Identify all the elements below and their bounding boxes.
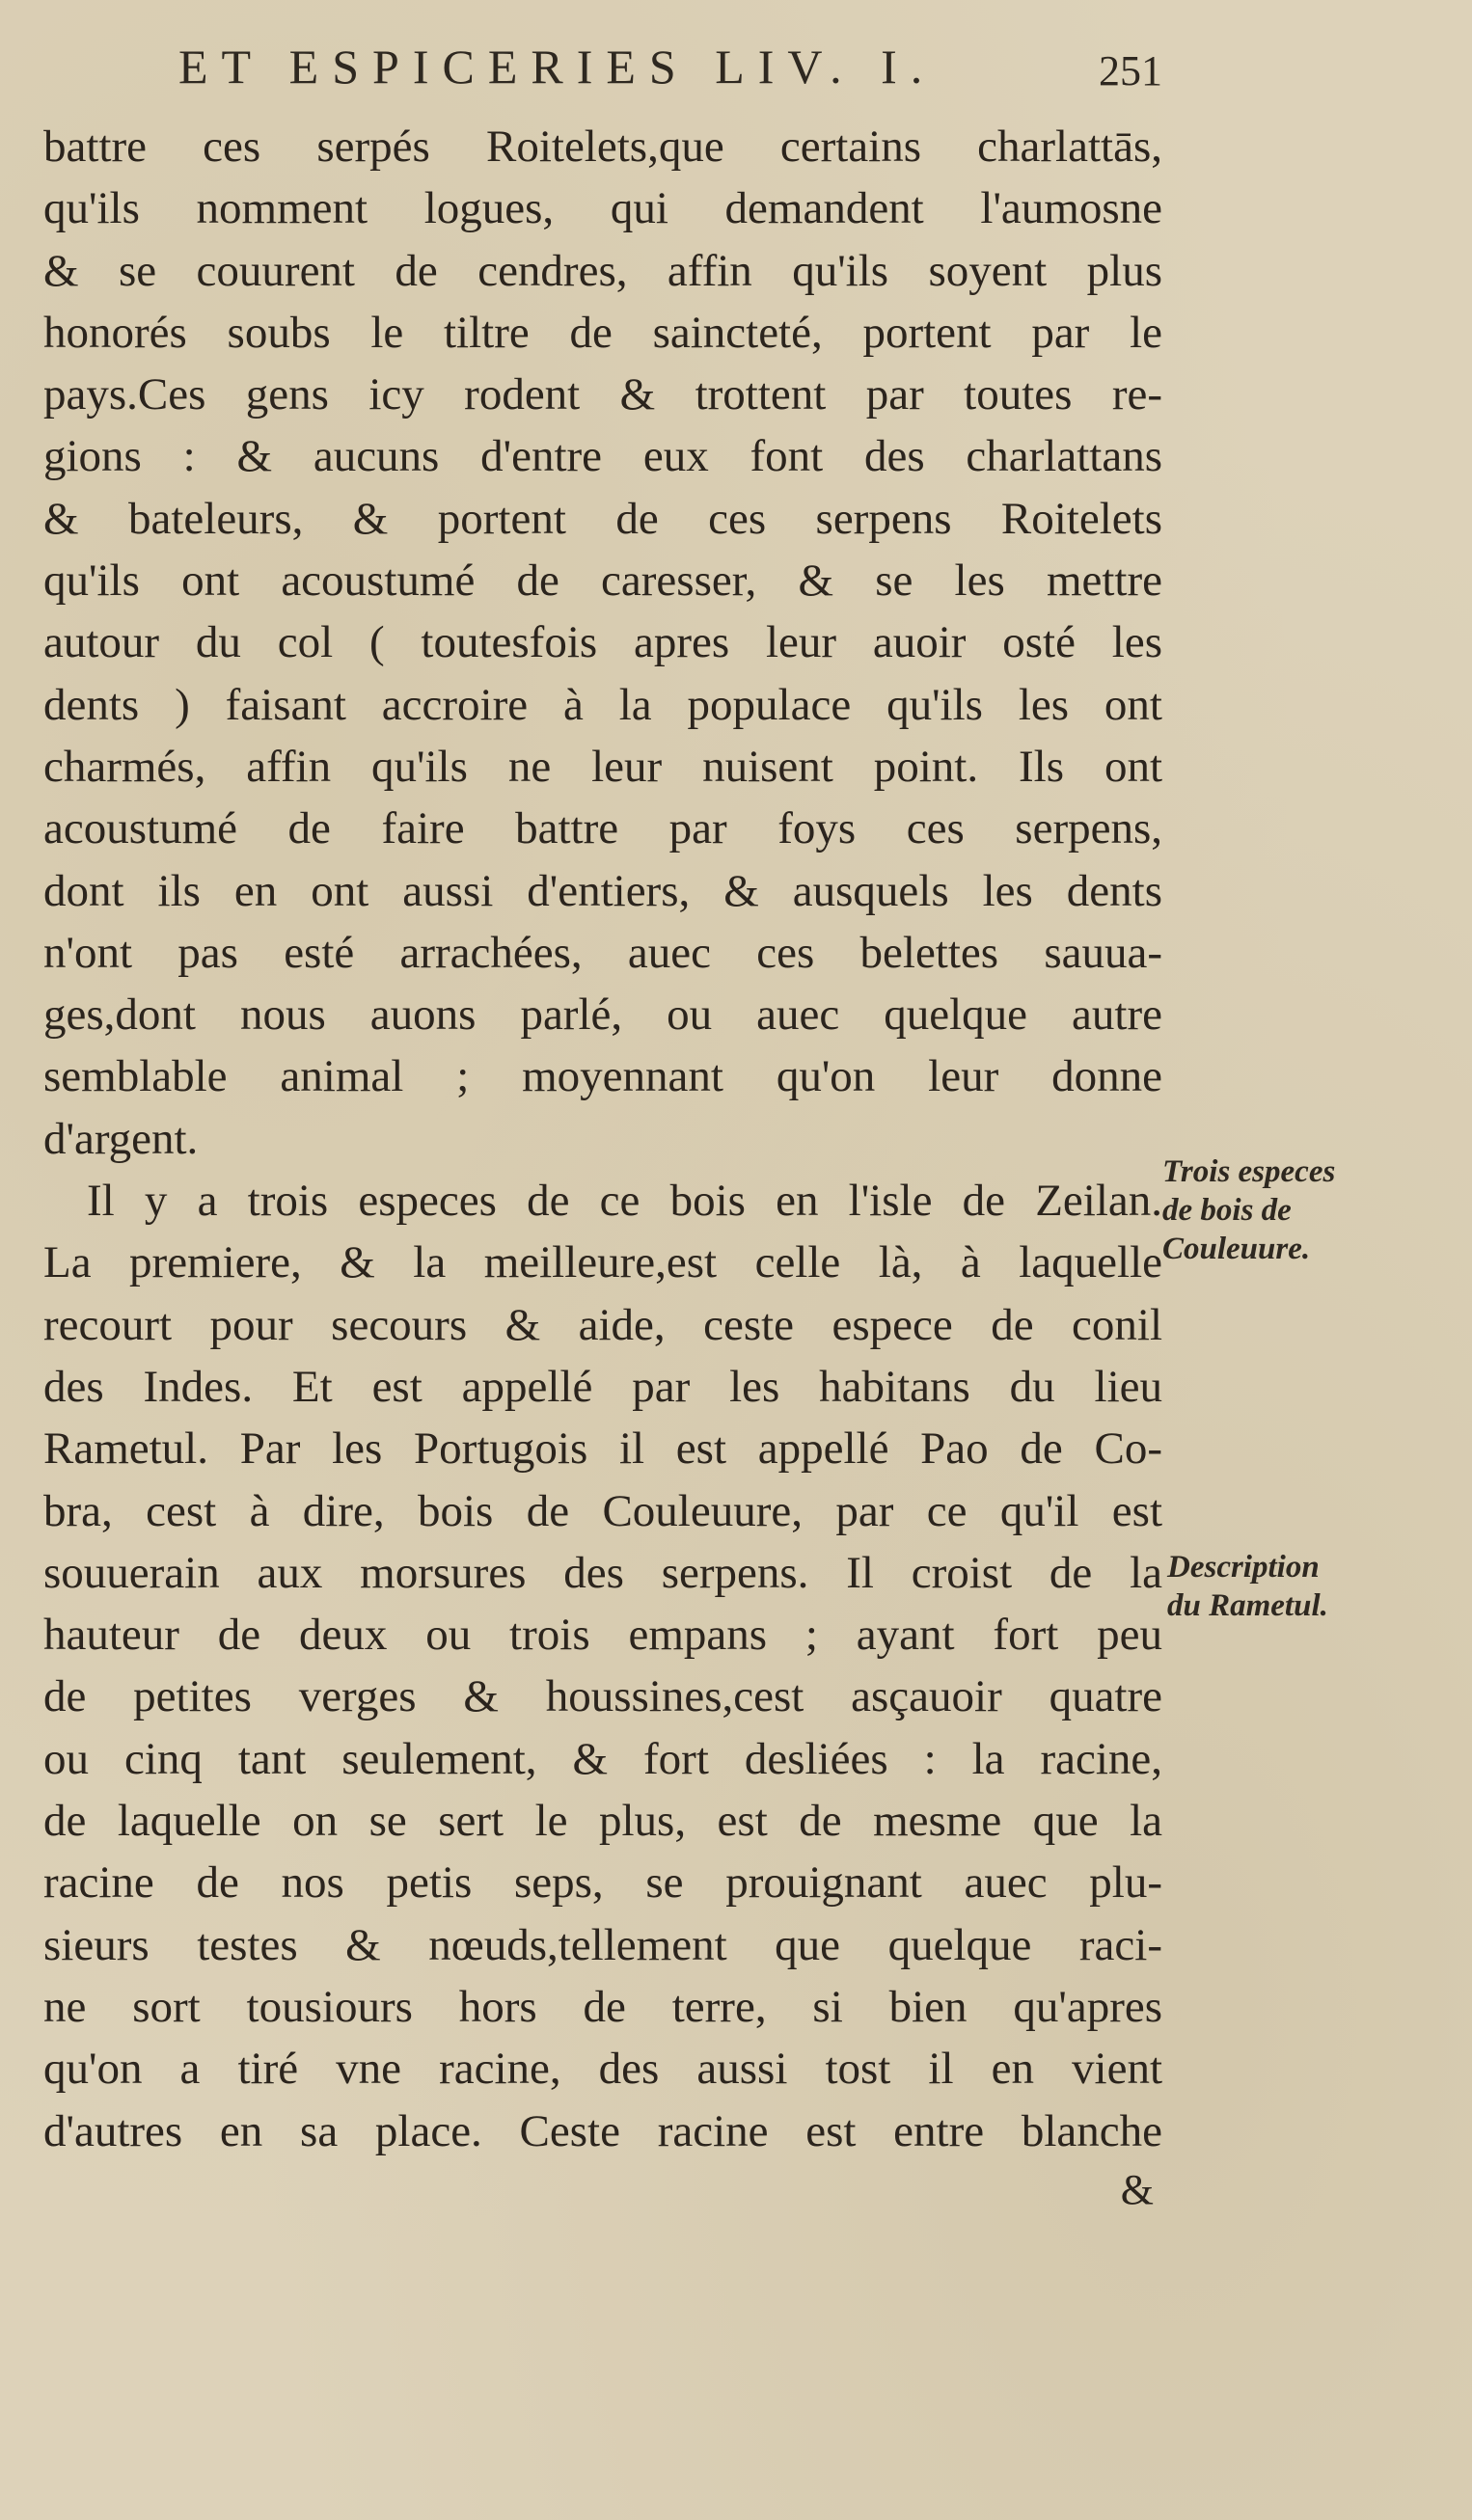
text-line: autour du col ( toutesfois apres leur auoir osté les xyxy=(43,617,1162,668)
margin-note-line: Description xyxy=(1167,1550,1320,1585)
margin-note-line: Trois especes xyxy=(1162,1154,1336,1189)
text-line: dont ils en ont aussi d'entiers, & ausquels les dents xyxy=(43,865,1162,916)
text-line: d'autres en sa place. Ceste racine est entre blanche xyxy=(43,2105,1162,2156)
paragraph-2 xyxy=(43,1170,1162,2162)
paragraph-1 xyxy=(43,116,1162,1170)
text-line: Il y a trois especes de ce bois en l'isle de Zeilan. xyxy=(87,1176,1162,1227)
text-line: pays.Ces gens icy rodent & trottent par toutes re- xyxy=(43,369,1162,420)
text-line: racine de nos petis seps, se prouignant auec plu- xyxy=(43,1857,1162,1909)
margin-note-line: du Rametul. xyxy=(1167,1588,1328,1623)
text-line: ou cinq tant seulement, & fort desliées : la racine, xyxy=(43,1733,1162,1784)
text-line: & bateleurs, & portent de ces serpens Roitelets xyxy=(43,493,1162,544)
text-line: de laquelle on se sert le plus, est de mesme que la xyxy=(43,1796,1162,1847)
text-line: Rametul. Par les Portugois il est appellé Pao de Co- xyxy=(43,1423,1162,1475)
text-line: gions : & aucuns d'entre eux font des charlattans xyxy=(43,431,1162,482)
page-number: 251 xyxy=(1099,47,1162,95)
text-line: n'ont pas esté arrachées, auec ces belettes sauua- xyxy=(43,927,1162,978)
text-line: de petites verges & houssines,cest asçauoir quatre xyxy=(43,1671,1162,1722)
text-line: bra, cest à dire, bois de Couleuure, par ce qu'il est xyxy=(43,1485,1162,1536)
text-line: semblable animal ; moyennant qu'on leur donne xyxy=(43,1051,1162,1102)
text-line: acoustumé de faire battre par foys ces serpens, xyxy=(43,803,1162,854)
text-line: La premiere, & la meilleure,est celle là, à laquelle xyxy=(43,1237,1162,1288)
text-line: qu'ils nomment logues, qui demandent l'aumosne xyxy=(43,183,1162,234)
text-line: qu'ils ont acoustumé de caresser, & se les mettre xyxy=(43,555,1162,607)
text-line: ges,dont nous auons parlé, ou auec quelque autre xyxy=(43,989,1162,1041)
margin-note-line: Couleuure. xyxy=(1162,1232,1311,1266)
margin-note-line: de bois de xyxy=(1162,1193,1292,1228)
text-line: honorés soubs le tiltre de saincteté, portent par le xyxy=(43,307,1162,358)
text-line: qu'on a tiré vne racine, des aussi tost il en vient xyxy=(43,2044,1162,2095)
text-line: d'argent. xyxy=(43,1113,199,1164)
margin-note-species xyxy=(1162,1152,1335,1268)
margin-note-description xyxy=(1167,1548,1328,1625)
text-line: hauteur de deux ou trois empans ; ayant fort peu xyxy=(43,1610,1162,1661)
running-head xyxy=(178,39,1162,106)
text-line: dents ) faisant accroire à la populace qu'ils les ont xyxy=(43,679,1162,730)
text-line: sieurs testes & nœuds,tellement que quelque raci- xyxy=(43,1919,1162,1970)
catchword: & xyxy=(1120,2166,1154,2213)
text-line: des Indes. Et est appellé par les habitans du lieu xyxy=(43,1361,1162,1412)
text-line: & se couurent de cendres, affin qu'ils soyent plus xyxy=(43,245,1162,296)
text-line: ne sort tousiours hors de terre, si bien qu'apres xyxy=(43,1981,1162,2032)
text-line: battre ces serpés Roitelets,que certains charlattās, xyxy=(43,122,1162,172)
text-line: souuerain aux morsures des serpens. Il croist de la xyxy=(43,1547,1162,1598)
main-text xyxy=(43,116,1162,2162)
text-line: recourt pour secours & aide, ceste espece de conil xyxy=(43,1299,1162,1350)
running-head-title: ET ESPICERIES LIV. I. xyxy=(178,40,937,94)
text-line: charmés, affin qu'ils ne leur nuisent point. Ils ont xyxy=(43,741,1162,792)
